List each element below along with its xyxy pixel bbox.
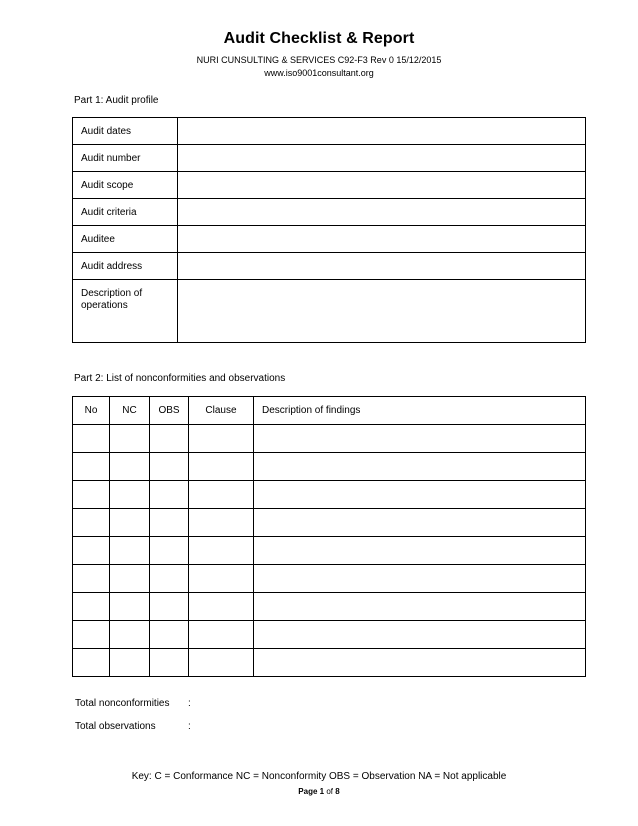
finding-description-cell[interactable] — [254, 453, 586, 481]
page-total: 8 — [335, 787, 340, 796]
finding-nc-cell[interactable] — [110, 537, 150, 565]
profile-row-audit-criteria — [73, 199, 586, 226]
profile-label: Audit address — [73, 253, 178, 280]
total-observations — [75, 721, 191, 732]
audit-number-field[interactable] — [178, 145, 586, 172]
total-nonconformities-separator: : — [188, 698, 191, 709]
description-label-line1: Description of — [81, 288, 143, 299]
audit-scope-field[interactable] — [178, 172, 586, 199]
part1-heading: Part 1: Audit profile — [74, 95, 159, 106]
document-title: Audit Checklist & Report — [223, 30, 415, 47]
column-header-description: Description of findings — [254, 397, 586, 425]
column-header-obs: OBS — [150, 397, 189, 425]
finding-description-cell[interactable] — [254, 565, 586, 593]
finding-description-cell[interactable] — [254, 537, 586, 565]
website-link[interactable]: www.iso9001consultant.org — [264, 68, 374, 78]
findings-row — [73, 481, 586, 509]
finding-description-cell[interactable] — [254, 593, 586, 621]
finding-no-cell[interactable] — [73, 481, 110, 509]
profile-row-audit-number — [73, 145, 586, 172]
page-of: of — [326, 787, 334, 796]
findings-row — [73, 425, 586, 453]
finding-no-cell[interactable] — [73, 537, 110, 565]
document-subtitle: NURI CUNSULTING & SERVICES C92-F3 Rev 0 15/12/2015 — [196, 55, 442, 65]
finding-nc-cell[interactable] — [110, 565, 150, 593]
profile-row-auditee — [73, 226, 586, 253]
page-current: 1 — [319, 787, 325, 796]
profile-label: Audit criteria — [73, 199, 178, 226]
total-observations-label: Total observations — [75, 721, 156, 732]
profile-row-description — [73, 280, 586, 343]
findings-row — [73, 537, 586, 565]
profile-row-audit-dates — [73, 118, 586, 145]
finding-nc-cell[interactable] — [110, 509, 150, 537]
footer-key: Key: C = Conformance NC = Nonconformity OBS = Observation NA = Not applicable — [131, 771, 507, 782]
finding-description-cell[interactable] — [254, 425, 586, 453]
total-nonconformities-label: Total nonconformities — [75, 698, 170, 709]
finding-obs-cell[interactable] — [150, 425, 189, 453]
finding-obs-cell[interactable] — [150, 481, 189, 509]
part2-heading: Part 2: List of nonconformities and observations — [74, 373, 286, 384]
findings-row — [73, 649, 586, 677]
finding-clause-cell[interactable] — [189, 537, 254, 565]
total-nonconformities — [75, 698, 191, 709]
finding-no-cell[interactable] — [73, 453, 110, 481]
description-of-operations-field[interactable] — [178, 280, 586, 343]
finding-no-cell[interactable] — [73, 509, 110, 537]
page-number — [0, 787, 638, 796]
finding-clause-cell[interactable] — [189, 481, 254, 509]
finding-clause-cell[interactable] — [189, 425, 254, 453]
profile-label: Auditee — [73, 226, 178, 253]
profile-row-audit-scope — [73, 172, 586, 199]
auditee-field[interactable] — [178, 226, 586, 253]
finding-nc-cell[interactable] — [110, 481, 150, 509]
finding-obs-cell[interactable] — [150, 593, 189, 621]
finding-clause-cell[interactable] — [189, 453, 254, 481]
audit-dates-field[interactable] — [178, 118, 586, 145]
audit-profile-table — [72, 117, 586, 343]
finding-clause-cell[interactable] — [189, 565, 254, 593]
findings-row — [73, 509, 586, 537]
finding-obs-cell[interactable] — [150, 509, 189, 537]
profile-label: Audit scope — [73, 172, 178, 199]
findings-row — [73, 453, 586, 481]
profile-label: Audit dates — [73, 118, 178, 145]
finding-no-cell[interactable] — [73, 649, 110, 677]
finding-clause-cell[interactable] — [189, 649, 254, 677]
finding-nc-cell[interactable] — [110, 425, 150, 453]
total-observations-separator: : — [188, 721, 191, 732]
profile-label: Audit number — [73, 145, 178, 172]
finding-nc-cell[interactable] — [110, 453, 150, 481]
finding-description-cell[interactable] — [254, 509, 586, 537]
finding-nc-cell[interactable] — [110, 621, 150, 649]
findings-row — [73, 565, 586, 593]
audit-criteria-field[interactable] — [178, 199, 586, 226]
finding-nc-cell[interactable] — [110, 593, 150, 621]
finding-obs-cell[interactable] — [150, 565, 189, 593]
findings-row — [73, 593, 586, 621]
finding-no-cell[interactable] — [73, 565, 110, 593]
column-header-no: No — [73, 397, 110, 425]
finding-no-cell[interactable] — [73, 621, 110, 649]
finding-obs-cell[interactable] — [150, 453, 189, 481]
finding-obs-cell[interactable] — [150, 621, 189, 649]
finding-clause-cell[interactable] — [189, 509, 254, 537]
audit-address-field[interactable] — [178, 253, 586, 280]
findings-table — [72, 396, 586, 677]
finding-obs-cell[interactable] — [150, 537, 189, 565]
finding-clause-cell[interactable] — [189, 621, 254, 649]
profile-row-audit-address — [73, 253, 586, 280]
finding-no-cell[interactable] — [73, 425, 110, 453]
description-label-line2: operations — [81, 300, 128, 311]
finding-obs-cell[interactable] — [150, 649, 189, 677]
column-header-nc: NC — [110, 397, 150, 425]
finding-nc-cell[interactable] — [110, 649, 150, 677]
finding-no-cell[interactable] — [73, 593, 110, 621]
findings-header-row — [73, 397, 586, 425]
profile-label — [73, 280, 178, 343]
finding-description-cell[interactable] — [254, 621, 586, 649]
finding-description-cell[interactable] — [254, 649, 586, 677]
findings-row — [73, 621, 586, 649]
column-header-clause: Clause — [189, 397, 254, 425]
page-prefix: Page — [298, 787, 318, 796]
finding-description-cell[interactable] — [254, 481, 586, 509]
finding-clause-cell[interactable] — [189, 593, 254, 621]
